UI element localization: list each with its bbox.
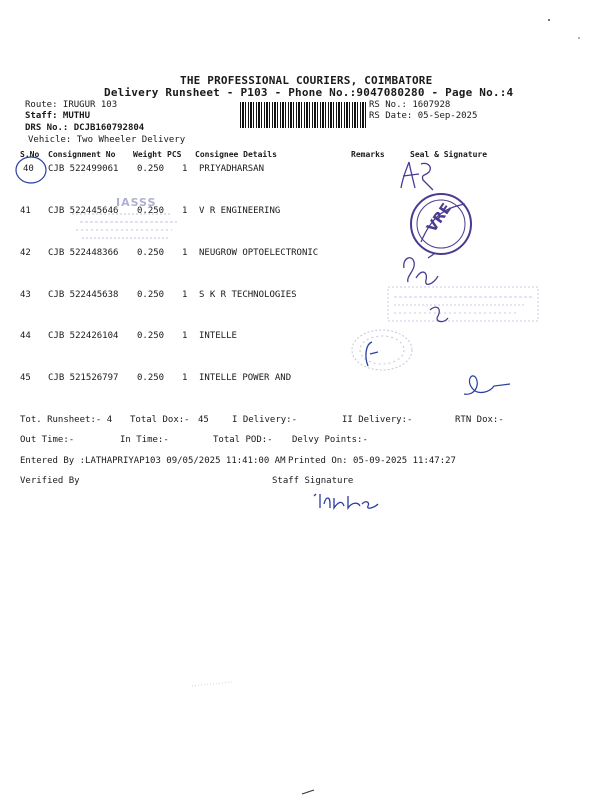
row-consignment: CJB 521526797 xyxy=(48,373,119,383)
in-time: In Time:- xyxy=(120,435,169,445)
scan-speck xyxy=(576,35,586,45)
signature-row-45 xyxy=(460,366,520,406)
faint-company-stamp xyxy=(386,285,546,325)
header-seal-signature: Seal & Signature xyxy=(410,150,488,159)
row-consignment: CJB 522426104 xyxy=(48,331,119,341)
faint-scan-mark xyxy=(192,678,242,698)
header-consignee: Consignee Details xyxy=(195,150,277,159)
header-pcs: PCS xyxy=(167,150,182,159)
row-consignment: CJB 522445638 xyxy=(48,290,119,300)
rs-date: RS Date: 05-Sep-2025 xyxy=(369,111,478,121)
row-consignment: CJB 522445646 xyxy=(48,206,119,216)
printed-on: Printed On: 05-09-2025 11:47:27 xyxy=(288,456,456,466)
barcode xyxy=(240,102,366,128)
row-consignee: NEUGROW OPTOELECTRONIC xyxy=(199,248,319,258)
total-dox-value: 45 xyxy=(198,415,209,425)
row-pcs: 1 xyxy=(182,206,188,216)
row-weight: 0.250 xyxy=(137,206,165,216)
staff: Staff: MUTHU xyxy=(25,111,91,121)
row-consignee: PRIYADHARSAN xyxy=(199,164,265,174)
row-pcs: 1 xyxy=(182,373,188,383)
staff-signature xyxy=(312,490,382,514)
scan-speck xyxy=(300,788,320,798)
row-consignee: S K R TECHNOLOGIES xyxy=(199,290,297,300)
row-consignee: INTELLE xyxy=(199,331,237,341)
header-remarks: Remarks xyxy=(351,150,385,159)
entered-by: Entered By :LATHAPRIYAP103 09/05/2025 11:41:00 AM xyxy=(20,456,286,466)
scan-speck xyxy=(546,17,556,27)
row-sno: 44 xyxy=(20,331,31,341)
row-sno: 45 xyxy=(20,373,31,383)
row-weight: 0.250 xyxy=(137,164,165,174)
row-pcs: 1 xyxy=(182,331,188,341)
route: Route: IRUGUR 103 xyxy=(25,100,118,110)
row-weight: 0.250 xyxy=(137,290,165,300)
row-consignee: V R ENGINEERING xyxy=(199,206,281,216)
table-row xyxy=(0,164,600,176)
row-pcs: 1 xyxy=(182,164,188,174)
row-consignee: INTELLE POWER AND xyxy=(199,373,292,383)
delivery-points: Delvy Points:- xyxy=(292,435,368,445)
faint-round-stamp xyxy=(348,326,418,376)
drs-number: DRS No.: DCJB160792804 xyxy=(25,123,145,133)
row-consignment: CJB 522448366 xyxy=(48,248,119,258)
vehicle: Vehicle: Two Wheeler Delivery xyxy=(28,135,186,145)
company-title: THE PROFESSIONAL COURIERS, COIMBATORE xyxy=(180,74,433,87)
row-consignment: CJB 522499061 xyxy=(48,164,119,174)
row-weight: 0.250 xyxy=(137,373,165,383)
header-consignment: Consignment No xyxy=(48,150,116,159)
table-row xyxy=(0,331,600,343)
runsheet-title: Delivery Runsheet - P103 - Phone No.:9047080280 - Page No.:4 xyxy=(104,86,514,99)
row-pcs: 1 xyxy=(182,248,188,258)
signature-row-43 xyxy=(426,300,456,330)
header-weight: Weight xyxy=(133,150,162,159)
faint-stamp-label: IASSS xyxy=(116,196,157,209)
ii-delivery: II Delivery:- xyxy=(342,415,413,425)
total-runsheet: Tot. Runsheet:- 4 xyxy=(20,415,113,425)
row-weight: 0.250 xyxy=(137,248,165,258)
out-time: Out Time:- xyxy=(20,435,75,445)
total-pod: Total POD:- xyxy=(213,435,273,445)
staff-signature-label: Staff Signature xyxy=(272,476,354,486)
row-sno: 40 xyxy=(23,164,34,174)
i-delivery: I Delivery:- xyxy=(232,415,298,425)
row-sno: 43 xyxy=(20,290,31,300)
total-dox-label: Total Dox:- xyxy=(130,415,190,425)
faint-stamp-lines xyxy=(72,210,182,250)
rs-number: RS No.: 1607928 xyxy=(369,100,451,110)
row-pcs: 1 xyxy=(182,290,188,300)
rtn-dox: RTN Dox:- xyxy=(455,415,504,425)
row-sno: 42 xyxy=(20,248,31,258)
header-sno: S.No xyxy=(20,150,40,159)
verified-by: Verified By xyxy=(20,476,80,486)
pen-circle-mark xyxy=(13,152,53,192)
round-stamp-label: VRE xyxy=(424,200,456,236)
row-sno: 41 xyxy=(20,206,31,216)
row-weight: 0.250 xyxy=(137,331,165,341)
